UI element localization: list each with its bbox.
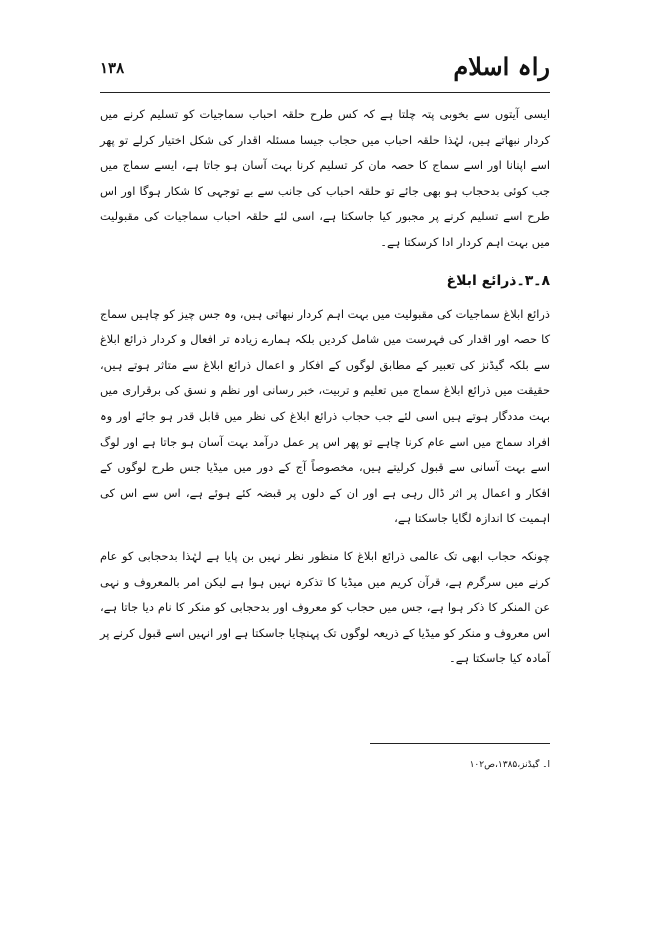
page-header [100,52,550,88]
footnote: ا۔ گیڈنز،۱۳۸۵،ص۱۰۲ [469,760,550,770]
header-rule [100,92,550,93]
paragraph-3: چونکہ حجاب ابھی تک عالمی ذرائع ابلاغ کا منظور نظر نہیں بن پایا ہے لہٰذا بدحجابی کو عام کرنے میں سرگرم ہے، قرآن کریم میں میڈیا کا تذکرہ نہیں ہوا ہے لیکن امر بالمعروف و نہی عن المنکر کا ذکر ہوا ہے، جس میں حجاب کو معروف اور بدحجابی کو منکر کا نام دیا جاتا ہے، اس معروف و منکر کو میڈیا کے ذریعہ لوگوں تک پہنچایا جاسکتا ہے اور انہیں اسے قبول کرنے پر آمادہ کیا جاسکتا ہے۔ [100,548,550,666]
page-number: ۱۳۸ [100,59,125,77]
body-text [100,102,550,684]
paragraph-1: ایسی آیتوں سے بخوبی پتہ چلتا ہے کہ کس طرح حلقہ احباب سماجیات کو تسلیم کرنے میں کردار نبھاتے ہیں، لہٰذا حلقہ احباب میں حجاب جیسا مسئلہ اقدار کی شکل اختیار کرلے تو پھر اسے اپنانا اور اسے سماج کا حصہ مان کر تسلیم کرنا بہت آسان ہو جاتا ہے، ایسے سماج میں جب کوئی بدحجاب ہو بھی جائے تو حلقہ احباب کی جانب سے بے توجہی کا شکار ہوگا اور اس طرح اسے تسلیم کرنے پر مجبور کیا جاسکتا ہے، اسی لئے حلقہ احباب سماجیات کی مقبولیت میں بہت اہم کردار ادا کرسکتا ہے۔ [100,107,550,249]
section-heading: ۸۔۳۔ذرائع ابلاغ [446,272,550,289]
journal-title: راہ اسلام [453,52,550,81]
footnote-rule [370,743,550,744]
paragraph-2: ذرائع ابلاغ سماجیات کی مقبولیت میں بہت اہم کردار نبھاتی ہیں، وہ جس چیز کو چاہیں سماج کا حصہ اور اقدار کی فہرست میں شامل کردیں بلکہ ہمارے زیادہ تر افعال و کردار ذرائع ابلاغ سے بلکہ گیڈنز کی تعبیر کے مطابق لوگوں کے افکار و اعمال ذرائع ابلاغ سے متاثر ہوتے ہیں، حقیقت میں ذرائع ابلاغ سماج میں تعلیم و تربیت، خبر رسانی اور نظم و نسق کی برقراری میں بہت مددگار ہوتے ہیں اسی لئے جب حجاب ذرائع ابلاغ کی نظر میں قابل قدر ہو جائے اور وہ افراد سماج میں اسے عام کرنا چاہے تو پھر اس پر عمل درآمد بہت آسان ہو جاتا ہے اور لوگ اسے بہت آسانی سے قبول کرلیتے ہیں، مخصوصاً آج کے دور میں میڈیا جس طرح لوگوں کے افکار و اعمال پر اثر ڈال رہی ہے اور ان کے دلوں پر قبضہ کئے ہوئے ہے، اس سے اس کی اہمیت کا اندازہ لگایا جاسکتا ہے، [100,306,550,526]
